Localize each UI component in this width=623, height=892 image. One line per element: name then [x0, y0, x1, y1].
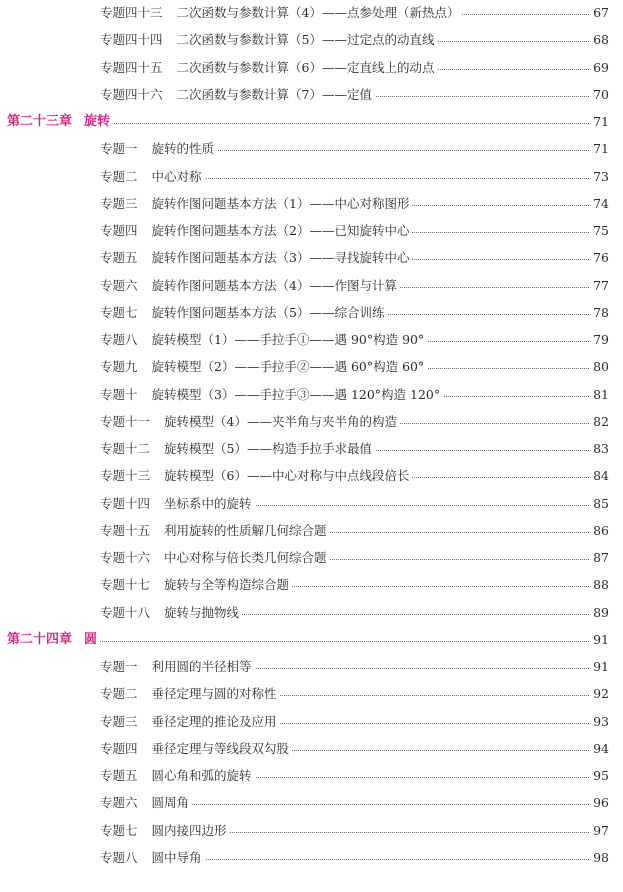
- topic-title: 旋转作图问题基本方法（2）——已知旋转中心: [151, 223, 410, 238]
- page-number: 94: [590, 739, 609, 759]
- entry-label: [100, 385, 443, 405]
- toc-topic-entry: [0, 139, 623, 159]
- topic-number: 专题八: [100, 849, 138, 865]
- toc-topic-entry: [0, 548, 623, 568]
- entry-label: [100, 603, 242, 623]
- topic-number: 专题八: [100, 332, 138, 347]
- topic-number: 专题十八: [100, 604, 151, 620]
- entry-label: [100, 821, 230, 841]
- topic-number: 专题七: [100, 822, 138, 838]
- page-number: 76: [590, 248, 609, 268]
- topic-number: 专题十七: [100, 577, 151, 593]
- page-number: 83: [590, 439, 609, 459]
- topic-title: 利用圆的半径相等: [151, 659, 252, 674]
- toc-topic-entry: [0, 276, 623, 296]
- toc-topic-entry: [0, 412, 623, 432]
- entry-label: [100, 766, 255, 786]
- toc-topic-entry: [0, 466, 623, 486]
- toc-topic-entry: [0, 793, 623, 813]
- page-number: 75: [590, 221, 609, 241]
- toc-topic-entry: [0, 167, 623, 187]
- chapter-number: 第二十三章: [7, 114, 73, 129]
- entry-label: [100, 494, 255, 514]
- entry-label: [100, 30, 437, 50]
- entry-label: [100, 194, 412, 214]
- topic-title: 垂径定理的推论及应用: [151, 713, 277, 729]
- toc-topic-entry: [0, 684, 623, 704]
- page-number: 78: [590, 303, 609, 323]
- entry-label: [7, 112, 113, 132]
- topic-number: 专题十三: [100, 468, 151, 484]
- topic-title: 旋转与抛物线: [164, 604, 240, 620]
- entry-label: [100, 248, 412, 268]
- topic-number: 专题二: [100, 168, 138, 184]
- topic-title: 坐标系中的旋转: [164, 495, 252, 511]
- chapter-number: 第二十四章: [7, 631, 73, 647]
- topic-title: 旋转作图问题基本方法（1）——中心对称图形: [151, 195, 410, 211]
- toc-topic-entry: [0, 439, 623, 459]
- topic-number: 专题四十六: [100, 86, 163, 102]
- entry-label: [100, 412, 400, 432]
- topic-title: 圆内接四边形: [151, 822, 227, 838]
- page-number: 79: [590, 330, 609, 350]
- page-number: 91: [590, 630, 609, 650]
- entry-label: [100, 548, 330, 568]
- topic-title: 中心对称: [151, 168, 202, 184]
- topic-title: 旋转作图问题基本方法（4）——作图与计算: [151, 277, 397, 293]
- toc-topic-entry: [0, 194, 623, 214]
- toc-topic-entry: [0, 766, 623, 786]
- topic-title: 二次函数与参数计算（6）——定直线上的动点: [176, 59, 435, 75]
- topic-title: 利用旋转的性质解几何综合题: [164, 522, 327, 538]
- toc-topic-entry: [0, 739, 623, 759]
- topic-title: 垂径定理与圆的对称性: [151, 686, 277, 702]
- topic-title: 二次函数与参数计算（7）——定值: [176, 86, 372, 102]
- entry-label: [100, 357, 427, 377]
- topic-title: 旋转模型（2）——手拉手②——遇 60°构造 60°: [151, 359, 425, 375]
- toc-topic-entry: [0, 357, 623, 377]
- page-number: 71: [590, 139, 609, 159]
- topic-number: 专题九: [100, 359, 138, 375]
- entry-label: [100, 276, 400, 296]
- page-number: 95: [590, 766, 609, 786]
- topic-title: 圆周角: [151, 795, 190, 811]
- topic-number: 专题四十四: [100, 32, 163, 48]
- page-number: 89: [590, 603, 609, 623]
- topic-title: 旋转作图问题基本方法（5）——综合训练: [151, 304, 385, 320]
- toc-topic-entry: [0, 821, 623, 841]
- toc-topic-entry: [0, 221, 623, 241]
- page-number: 80: [590, 357, 609, 377]
- topic-number: 专题一: [100, 141, 138, 157]
- topic-number: 专题六: [100, 277, 138, 293]
- toc-topic-entry: [0, 575, 623, 595]
- entry-label: [100, 303, 387, 323]
- topic-number: 专题七: [100, 304, 138, 320]
- toc-chapter-entry: [0, 630, 623, 650]
- page-number: 68: [590, 30, 609, 50]
- page-number: 82: [590, 412, 609, 432]
- page-number: 70: [590, 85, 609, 105]
- chapter-title: 旋转: [84, 114, 111, 129]
- topic-number: 专题二: [100, 686, 138, 702]
- topic-title: 旋转作图问题基本方法（3）——寻找旋转中心: [151, 250, 410, 266]
- entry-label: [100, 85, 375, 105]
- toc-topic-entry: [0, 494, 623, 514]
- entry-label: [100, 3, 462, 23]
- topic-title: 旋转模型（6）——中心对称与中点线段倍长: [164, 468, 410, 484]
- page-number: 81: [590, 385, 609, 405]
- page-number: 73: [590, 167, 609, 187]
- entry-label: [100, 575, 292, 595]
- entry-label: [100, 58, 437, 78]
- page-number: 86: [590, 521, 609, 541]
- toc-topic-entry: [0, 848, 623, 868]
- topic-title: 二次函数与参数计算（5）——过定点的动直线: [176, 32, 435, 48]
- topic-title: 中心对称与倍长类几何综合题: [164, 550, 327, 565]
- entry-label: [7, 630, 100, 650]
- page-number: 92: [590, 684, 609, 704]
- topic-title: 圆中导角: [151, 849, 202, 865]
- topic-title: 垂径定理与等线段双勾股: [151, 740, 290, 756]
- page-number: 98: [590, 848, 609, 868]
- topic-number: 专题三: [100, 713, 138, 729]
- topic-number: 专题五: [100, 250, 138, 266]
- topic-number: 专题四: [100, 740, 138, 756]
- entry-label: [100, 793, 192, 813]
- topic-title: 二次函数与参数计算（4）——点参处理（新热点）: [176, 5, 460, 20]
- toc-topic-entry: [0, 657, 623, 677]
- toc-chapter-entry: [0, 112, 623, 132]
- toc-topic-entry: [0, 385, 623, 405]
- topic-title: 旋转模型（3）——手拉手③——遇 120°构造 120°: [151, 386, 441, 402]
- topic-number: 专题十一: [100, 413, 151, 429]
- topic-title: 旋转与全等构造综合题: [164, 577, 290, 593]
- page-number: 69: [590, 58, 609, 78]
- toc-topic-entry: [0, 3, 623, 23]
- page-number: 88: [590, 575, 609, 595]
- topic-number: 专题四十五: [100, 59, 163, 75]
- topic-title: 旋转模型（4）——夹半角与夹半角的构造: [164, 413, 397, 429]
- page-number: 96: [590, 793, 609, 813]
- toc-topic-entry: [0, 58, 623, 78]
- topic-number: 专题十: [100, 386, 138, 402]
- topic-number: 专题四: [100, 223, 138, 238]
- topic-number: 专题十二: [100, 441, 151, 456]
- toc-topic-entry: [0, 248, 623, 268]
- page-number: 74: [590, 194, 609, 214]
- page-number: 87: [590, 548, 609, 568]
- chapter-title: 圆: [84, 631, 98, 647]
- toc-topic-entry: [0, 303, 623, 323]
- entry-label: [100, 739, 292, 759]
- toc-topic-entry: [0, 330, 623, 350]
- page-number: 71: [590, 112, 609, 132]
- toc-topic-entry: [0, 521, 623, 541]
- topic-title: 旋转的性质: [151, 141, 215, 157]
- entry-label: [100, 712, 280, 732]
- topic-number: 专题四十三: [100, 5, 163, 20]
- page-number: 91: [590, 657, 609, 677]
- topic-number: 专题一: [100, 659, 138, 674]
- topic-title: 旋转模型（1）——手拉手①——遇 90°构造 90°: [151, 332, 425, 347]
- page-number: 93: [590, 712, 609, 732]
- page-number: 77: [590, 276, 609, 296]
- entry-label: [100, 521, 330, 541]
- entry-label: [100, 221, 412, 241]
- topic-title: 旋转模型（5）——构造手拉手求最值: [164, 441, 372, 456]
- topic-number: 专题十六: [100, 550, 151, 565]
- entry-label: [100, 684, 280, 704]
- topic-number: 专题六: [100, 795, 138, 811]
- page-number: 97: [590, 821, 609, 841]
- topic-title: 圆心角和弧的旋转: [151, 768, 252, 783]
- entry-label: [100, 330, 427, 350]
- toc-topic-entry: [0, 30, 623, 50]
- page-number: 85: [590, 494, 609, 514]
- toc-topic-entry: [0, 603, 623, 623]
- entry-label: [100, 848, 205, 868]
- topic-number: 专题十四: [100, 495, 151, 511]
- topic-number: 专题五: [100, 768, 138, 783]
- entry-label: [100, 657, 255, 677]
- entry-label: [100, 439, 375, 459]
- page-number: 84: [590, 466, 609, 486]
- topic-number: 专题三: [100, 195, 138, 211]
- page-number: 67: [590, 3, 609, 23]
- topic-number: 专题十五: [100, 522, 151, 538]
- toc-topic-entry: [0, 712, 623, 732]
- entry-label: [100, 139, 217, 159]
- entry-label: [100, 466, 412, 486]
- toc-topic-entry: [0, 85, 623, 105]
- entry-label: [100, 167, 205, 187]
